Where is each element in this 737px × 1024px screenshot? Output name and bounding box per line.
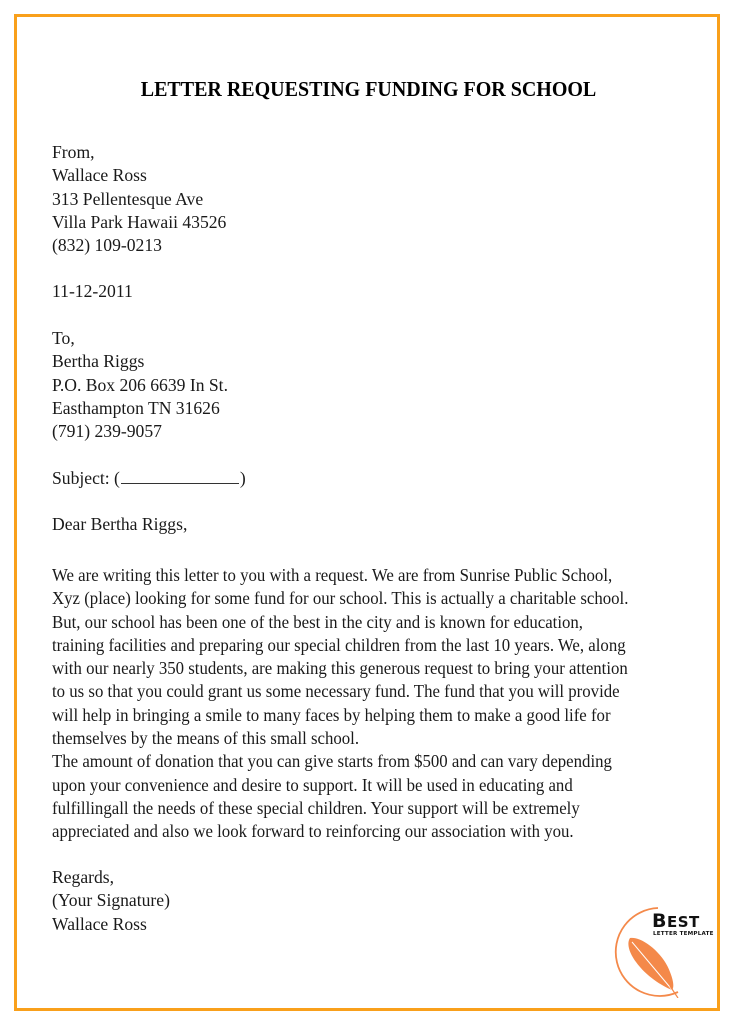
recipient-name: Bertha Riggs — [52, 351, 145, 372]
sender-name: Wallace Ross — [52, 165, 147, 186]
closing-name: Wallace Ross — [52, 913, 147, 934]
body-line: appreciated and also we look forward to reinforcing our association with you. — [52, 821, 574, 842]
logo-subtitle: LETTER TEMPLATE — [653, 931, 714, 937]
body-line: upon your convenience and desire to support. It will be used in educating and — [52, 774, 573, 795]
date-block — [52, 280, 133, 303]
sender-block — [52, 141, 226, 257]
subject-close-paren: ) — [239, 468, 246, 488]
salutation: Dear Bertha Riggs, — [52, 514, 188, 534]
sender-phone: (832) 109-0213 — [52, 235, 162, 256]
body-line: fulfillingall the needs of these special children. Your support will be extremely — [52, 797, 580, 818]
body-line: But, our school has been one of the best in the city and is known for education, — [52, 611, 584, 632]
subject-line — [52, 467, 246, 490]
body-line: training facilities and preparing our special children from the last 10 years. We, along — [52, 634, 626, 655]
subject-label: Subject: ( — [52, 468, 120, 488]
sender-label: From, — [52, 142, 95, 162]
recipient-address-line2: Easthampton TN 31626 — [52, 397, 220, 418]
sender-address-line1: 313 Pellentesque Ave — [52, 188, 204, 209]
recipient-phone: (791) 239-9057 — [52, 421, 162, 442]
recipient-block — [52, 327, 228, 443]
body-line: Xyz (place) looking for some fund for our school. This is actually a charitable school. — [52, 588, 629, 609]
letter-body — [52, 564, 692, 844]
logo-brand-text: BEST — [652, 910, 700, 932]
recipient-label: To, — [52, 328, 75, 348]
body-line: will help in bringing a smile to many faces by helping them to make a good life for — [52, 704, 611, 725]
body-line: We are writing this letter to you with a request. We are from Sunrise Public School, — [52, 565, 613, 585]
subject-blank-field — [121, 469, 239, 484]
body-line: themselves by the means of this small school. — [52, 728, 360, 749]
body-line: The amount of donation that you can give starts from $500 and can vary depending — [52, 751, 612, 772]
letter-title: LETTER REQUESTING FUNDING FOR SCHOOL — [140, 77, 597, 101]
closing-signature: (Your Signature) — [52, 890, 170, 911]
body-line: with our nearly 350 students, are making this generous request to bring your attention — [52, 658, 628, 679]
salutation-block — [52, 513, 187, 536]
body-line: to us so that you could grant us some necessary fund. The fund that you will provide — [52, 681, 620, 702]
letter-date: 11-12-2011 — [52, 281, 133, 301]
closing-regards: Regards, — [52, 867, 115, 887]
recipient-address-line1: P.O. Box 206 6639 In St. — [52, 374, 228, 395]
closing-block — [52, 866, 170, 936]
sender-address-line2: Villa Park Hawaii 43526 — [52, 211, 227, 232]
